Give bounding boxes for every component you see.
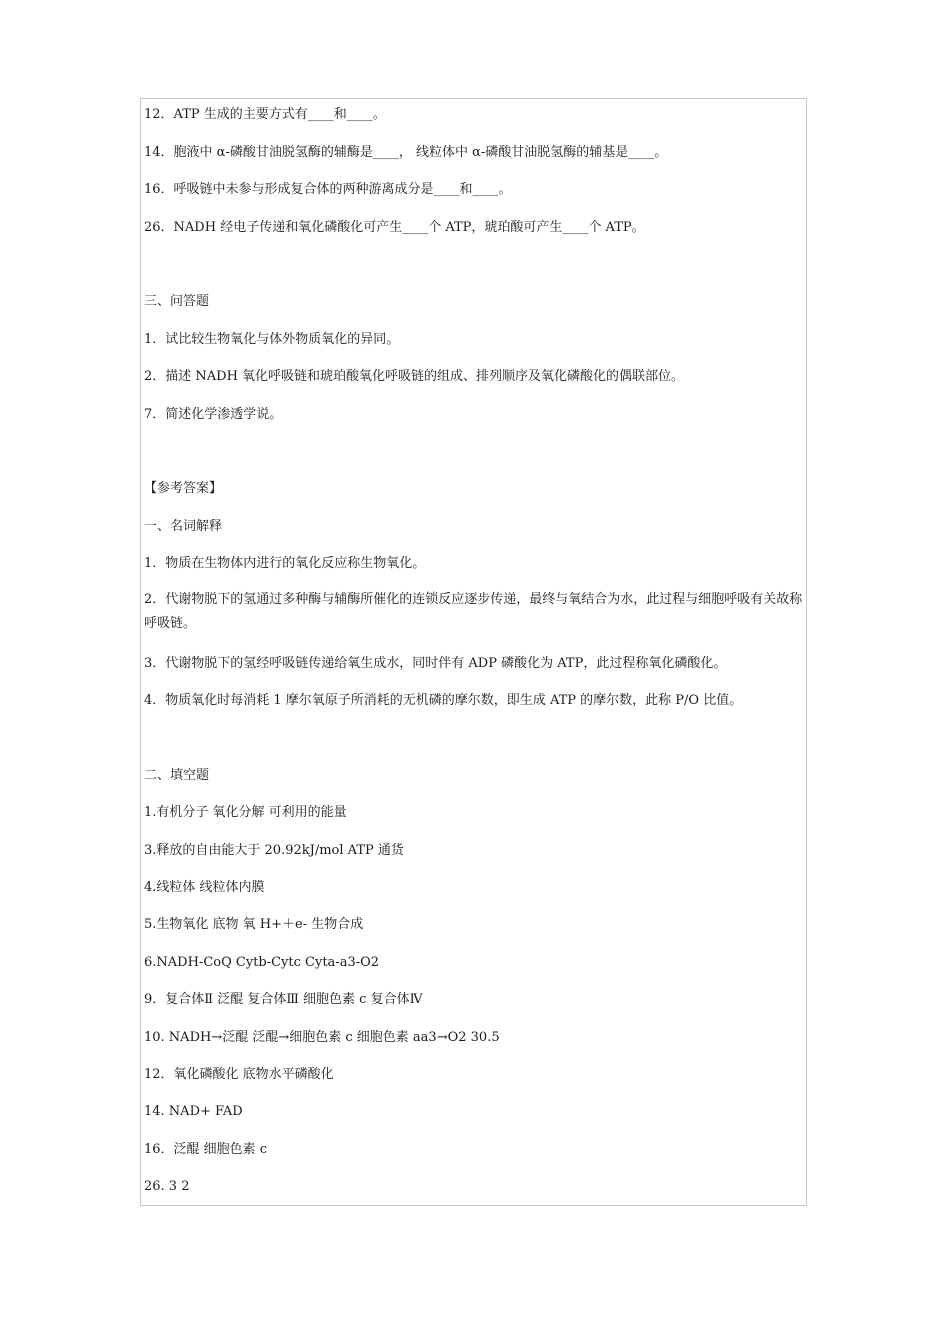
terms-heading: 一、名词解释 [144,519,223,534]
fill-heading: 二、填空题 [144,768,210,783]
terms-answer-2: 2．代谢物脱下的氢通过多种酶与辅酶所催化的连锁反应逐步传递，最终与氧结合为水，此过程与细胞呼吸有关故称呼吸链。 [144,592,803,631]
fill-answer-6: 6.NADH-CoQ Cytb-Cytc Cyta-a3-O2 [144,955,380,970]
fill-answer-10: 10. NADH→泛醌 泛醌→细胞色素 c 细胞色素 aa3→O2 30.5 [144,1030,500,1045]
answer-heading: 【参考答案】 [144,481,223,496]
terms-answer-4: 4．物质氧化时每消耗 1 摩尔氧原子所消耗的无机磷的摩尔数，即生成 ATP 的摩尔数，此称 P/O 比值。 [144,693,743,708]
fill-answer-26: 26. 3 2 [144,1179,190,1194]
terms-answer-1: 1．物质在生物体内进行的氧化反应称生物氧化。 [144,556,426,571]
fill-answer-14: 14. NAD+ FAD [144,1104,243,1119]
fill-answer-12: 12．氧化磷酸化 底物水平磷酸化 [144,1067,334,1082]
essay-question-1: 1．试比较生物氧化与体外物质氧化的异同。 [144,332,400,347]
fill-question-14: 14．胞液中 α-磷酸甘油脱氢酶的辅酶是____， 线粒体中 α-磷酸甘油脱氢酶的辅基是____。 [144,145,668,160]
essay-question-7: 7．简述化学渗透学说。 [144,407,283,422]
fill-answer-9: 9．复合体Ⅱ 泛醌 复合体Ⅲ 细胞色素 c 复合体Ⅳ [144,992,423,1007]
fill-answer-3: 3.释放的自由能大于 20.92kJ/mol ATP 通货 [144,843,404,858]
fill-answer-16: 16．泛醌 细胞色素 c [144,1142,268,1157]
fill-answer-5: 5.生物氧化 底物 氧 H+＋e- 生物合成 [144,917,364,932]
fill-question-26: 26．NADH 经电子传递和氧化磷酸化可产生____个 ATP，琥珀酸可产生____个 ATP。 [144,220,645,235]
fill-question-12: 12．ATP 生成的主要方式有____和____。 [144,107,386,122]
fill-answer-1: 1.有机分子 氧化分解 可利用的能量 [144,805,347,820]
fill-answer-4: 4.线粒体 线粒体内膜 [144,880,265,895]
fill-question-16: 16．呼吸链中未参与形成复合体的两种游离成分是____和____。 [144,182,512,197]
essay-question-2: 2．描述 NADH 氧化呼吸链和琥珀酸氧化呼吸链的组成、排列顺序及氧化磷酸化的偶联部位。 [144,369,685,384]
terms-answer-3: 3．代谢物脱下的氢经呼吸链传递给氧生成水，同时伴有 ADP 磷酸化为 ATP，此过程称氧化磷酸化。 [144,656,727,671]
essay-heading: 三、问答题 [144,294,210,309]
